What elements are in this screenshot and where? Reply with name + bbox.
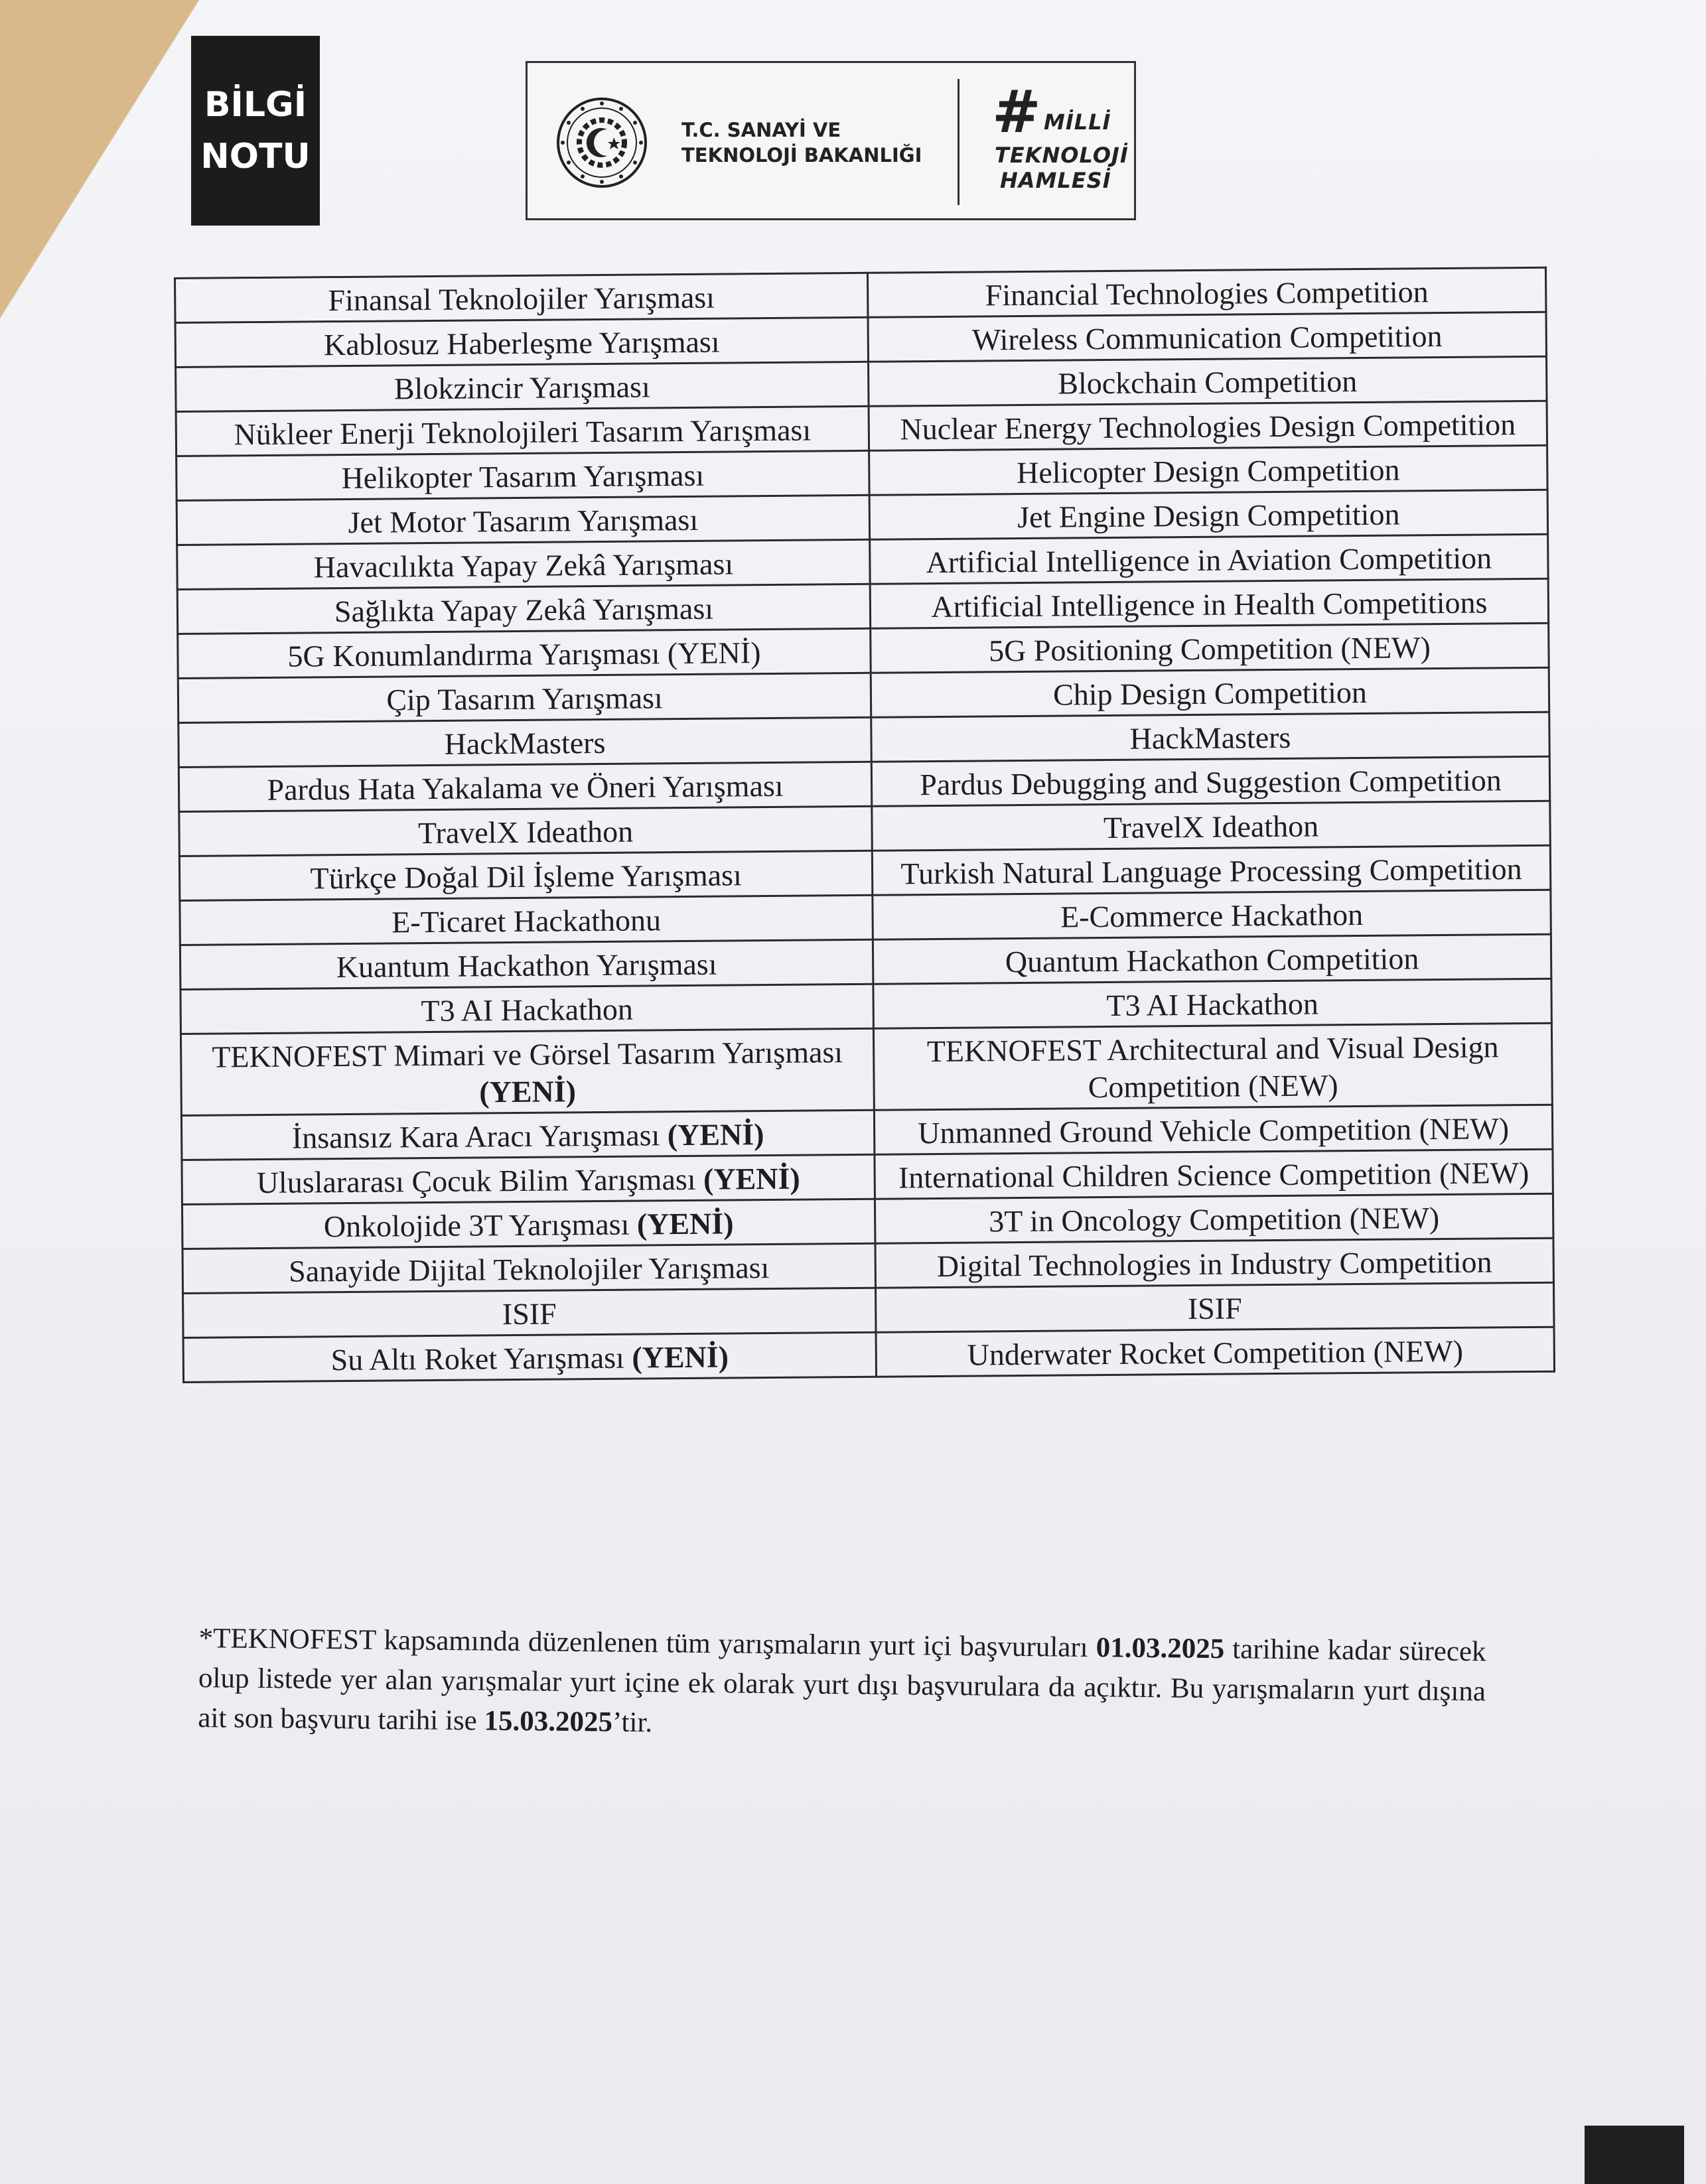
- english-name-cell: [875, 1282, 1553, 1332]
- ministry-name-line-1: T.C. SANAYİ VE: [681, 119, 841, 141]
- english-name: Underwater Rocket Competition (NEW): [967, 1333, 1464, 1372]
- english-name: TEKNOFEST Architectural and Visual Design Competition (NEW): [926, 1030, 1499, 1105]
- new-tag: (YENİ): [479, 1074, 577, 1109]
- badge-line-1: BİLGİ: [204, 85, 307, 125]
- turkish-name: Onkolojide 3T Yarışması: [323, 1207, 630, 1244]
- info-note-badge: [191, 36, 320, 226]
- english-name: International Children Science Competition (NEW): [898, 1156, 1529, 1195]
- turkish-name: HackMasters: [444, 725, 606, 761]
- header-divider: [958, 79, 960, 205]
- turkish-name: Uluslararası Çocuk Bilim Yarışması: [256, 1162, 696, 1200]
- new-tag: (YENİ): [703, 1161, 800, 1196]
- english-name-cell: [873, 890, 1551, 939]
- turkish-name-cell: [183, 1288, 876, 1337]
- turkish-name: Kuantum Hackathon Yarışması: [336, 947, 717, 985]
- turkish-name-cell: [175, 273, 868, 322]
- turkish-name: Kablosuz Haberleşme Yarışması: [323, 324, 720, 362]
- footnote: [198, 1619, 1486, 1751]
- english-name: Digital Technologies in Industry Competition: [936, 1245, 1492, 1284]
- turkish-name: Finansal Teknolojiler Yarışması: [328, 280, 715, 318]
- turkish-name-cell: [177, 450, 869, 500]
- badge-line-2: NOTU: [200, 137, 311, 176]
- turkish-name-cell: [176, 406, 869, 456]
- turkish-name-cell: [180, 1028, 874, 1115]
- competition-table-body: [175, 267, 1555, 1382]
- turkish-name-cell: [177, 539, 870, 589]
- turkish-name-cell: [180, 984, 873, 1034]
- english-name: T3 AI Hackathon: [1106, 987, 1319, 1022]
- turkish-name: Çip Tasarım Yarışması: [386, 681, 663, 717]
- english-name-cell: [868, 312, 1546, 362]
- turkish-name-cell: [181, 1110, 874, 1160]
- english-name-cell: [871, 623, 1549, 673]
- footnote-part-1: *TEKNOFEST kapsamında düzenlenen tüm yarışmaların yurt içi başvuruları: [198, 1622, 1096, 1664]
- ministry-name: [681, 117, 922, 168]
- english-name-cell: [871, 756, 1549, 806]
- english-name: Helicopter Design Competition: [1016, 452, 1400, 490]
- ministry-header: [526, 61, 1136, 220]
- turkish-name: Sağlıkta Yapay Zekâ Yarışması: [334, 591, 714, 629]
- turkish-name: TEKNOFEST Mimari ve Görsel Tasarım Yarışması: [212, 1035, 843, 1074]
- turkish-name-cell: [182, 1199, 875, 1249]
- english-name: Artificial Intelligence in Health Competitions: [931, 585, 1488, 624]
- english-name: TravelX Ideathon: [1103, 809, 1319, 845]
- english-name: Pardus Debugging and Suggestion Competition: [920, 763, 1502, 802]
- english-name-cell: [875, 1238, 1553, 1288]
- english-name-cell: [870, 579, 1548, 628]
- english-name-cell: [870, 534, 1548, 584]
- turkish-name: Nükleer Enerji Teknolojileri Tasarım Yarışması: [234, 413, 812, 452]
- turkish-name-cell: [182, 1243, 875, 1293]
- english-name: Jet Engine Design Competition: [1017, 497, 1400, 535]
- english-name: Artificial Intelligence in Aviation Competition: [926, 541, 1492, 580]
- turkish-name-cell: [182, 1154, 875, 1204]
- turkish-name-cell: [176, 362, 869, 411]
- english-name: Turkish Natural Language Processing Competition: [900, 852, 1522, 891]
- english-name: 5G Positioning Competition (NEW): [988, 630, 1431, 668]
- turkish-name-cell: [180, 895, 873, 945]
- new-tag: (YENİ): [632, 1339, 729, 1375]
- turkish-name-cell: [177, 495, 869, 545]
- english-name: Financial Technologies Competition: [985, 275, 1429, 312]
- turkish-name: 5G Konumlandırma Yarışması (YENİ): [287, 636, 761, 673]
- turkish-name-cell: [178, 628, 871, 678]
- turkish-name: İnsansız Kara Aracı Yarışması: [291, 1118, 660, 1155]
- turkish-name-cell: [179, 806, 872, 856]
- turkish-name-cell: [183, 1332, 876, 1382]
- turkish-name-cell: [175, 317, 868, 367]
- english-name: Blockchain Competition: [1058, 364, 1358, 401]
- table-row: [180, 1023, 1552, 1115]
- logo-word-2: TEKNOLOJİ: [995, 143, 1129, 168]
- english-name-cell: [875, 1194, 1553, 1243]
- domestic-deadline: 01.03.2025: [1096, 1632, 1225, 1665]
- milli-teknoloji-hamlesi-logo: [985, 78, 1129, 201]
- english-name: Nuclear Energy Technologies Design Competition: [900, 407, 1516, 446]
- turkish-name-cell: [178, 762, 871, 811]
- turkish-name: Pardus Hata Yakalama ve Öneri Yarışması: [267, 768, 784, 807]
- english-name-cell: [867, 267, 1545, 317]
- ministry-seal-icon: [555, 96, 648, 189]
- turkish-name: E-Ticaret Hackathonu: [391, 903, 662, 939]
- english-name: 3T in Oncology Competition (NEW): [989, 1201, 1440, 1239]
- turkish-name-cell: [178, 717, 871, 767]
- english-name-cell: [875, 1149, 1553, 1199]
- english-name: Wireless Communication Competition: [971, 318, 1443, 357]
- english-name-cell: [873, 934, 1551, 984]
- logo-word-1: MİLLİ: [1044, 109, 1111, 135]
- turkish-name: Türkçe Doğal Dil İşleme Yarışması: [310, 858, 742, 896]
- international-deadline: 15.03.2025: [484, 1705, 613, 1738]
- turkish-name: Su Altı Roket Yarışması: [330, 1340, 625, 1377]
- turkish-name-cell: [180, 939, 873, 989]
- english-name: Quantum Hackathon Competition: [1005, 941, 1419, 979]
- english-name-cell: [873, 1023, 1552, 1110]
- turkish-name: Helikopter Tasarım Yarışması: [341, 458, 705, 496]
- english-name: Unmanned Ground Vehicle Competition (NEW): [918, 1111, 1510, 1150]
- english-name-cell: [871, 712, 1549, 762]
- footnote-part-3: ’tir.: [612, 1706, 653, 1739]
- english-name-cell: [876, 1327, 1554, 1377]
- new-tag: (YENİ): [636, 1206, 734, 1241]
- english-name-cell: [873, 979, 1551, 1028]
- english-name: Chip Design Competition: [1052, 675, 1368, 712]
- logo-hash: #: [992, 78, 1041, 146]
- english-name-cell: [871, 667, 1549, 717]
- turkish-name-cell: [179, 851, 872, 900]
- turkish-name: T3 AI Hackathon: [421, 992, 634, 1028]
- turkish-name-cell: [177, 584, 870, 634]
- english-name: HackMasters: [1129, 720, 1291, 756]
- english-name-cell: [869, 401, 1547, 450]
- turkish-name: Havacılıkta Yapay Zekâ Yarışması: [313, 547, 734, 584]
- english-name: ISIF: [1187, 1291, 1242, 1326]
- english-name: E-Commerce Hackathon: [1060, 897, 1364, 934]
- english-name-cell: [874, 1105, 1552, 1154]
- english-name-cell: [869, 490, 1547, 539]
- english-name-cell: [872, 801, 1550, 851]
- english-name-cell: [872, 845, 1550, 895]
- english-name-cell: [869, 356, 1547, 406]
- ministry-name-line-2: TEKNOLOJİ BAKANLIĞI: [681, 144, 922, 167]
- english-name-cell: [869, 445, 1547, 495]
- turkish-name: Sanayide Dijital Teknolojiler Yarışması: [288, 1250, 770, 1288]
- footnote-part-2: tarihine kadar sürecek olup listede yer alan yarışmalar yurt içine ek olarak yurt dışı başvurulara da açıktır. Bu yarışmaların yurt dışına ait son başvuru tarihi ise: [198, 1633, 1486, 1737]
- logo-word-3: HAMLESİ: [1000, 168, 1111, 193]
- competition-table: [174, 267, 1555, 1383]
- turkish-name: ISIF: [502, 1296, 557, 1331]
- turkish-name-cell: [178, 673, 871, 722]
- turkish-name: Blokzincir Yarışması: [393, 370, 650, 406]
- turkish-name: TravelX Ideathon: [417, 814, 634, 851]
- new-tag: (YENİ): [667, 1117, 764, 1152]
- turkish-name: Jet Motor Tasarım Yarışması: [348, 502, 699, 539]
- corner-mark: [1585, 2126, 1684, 2184]
